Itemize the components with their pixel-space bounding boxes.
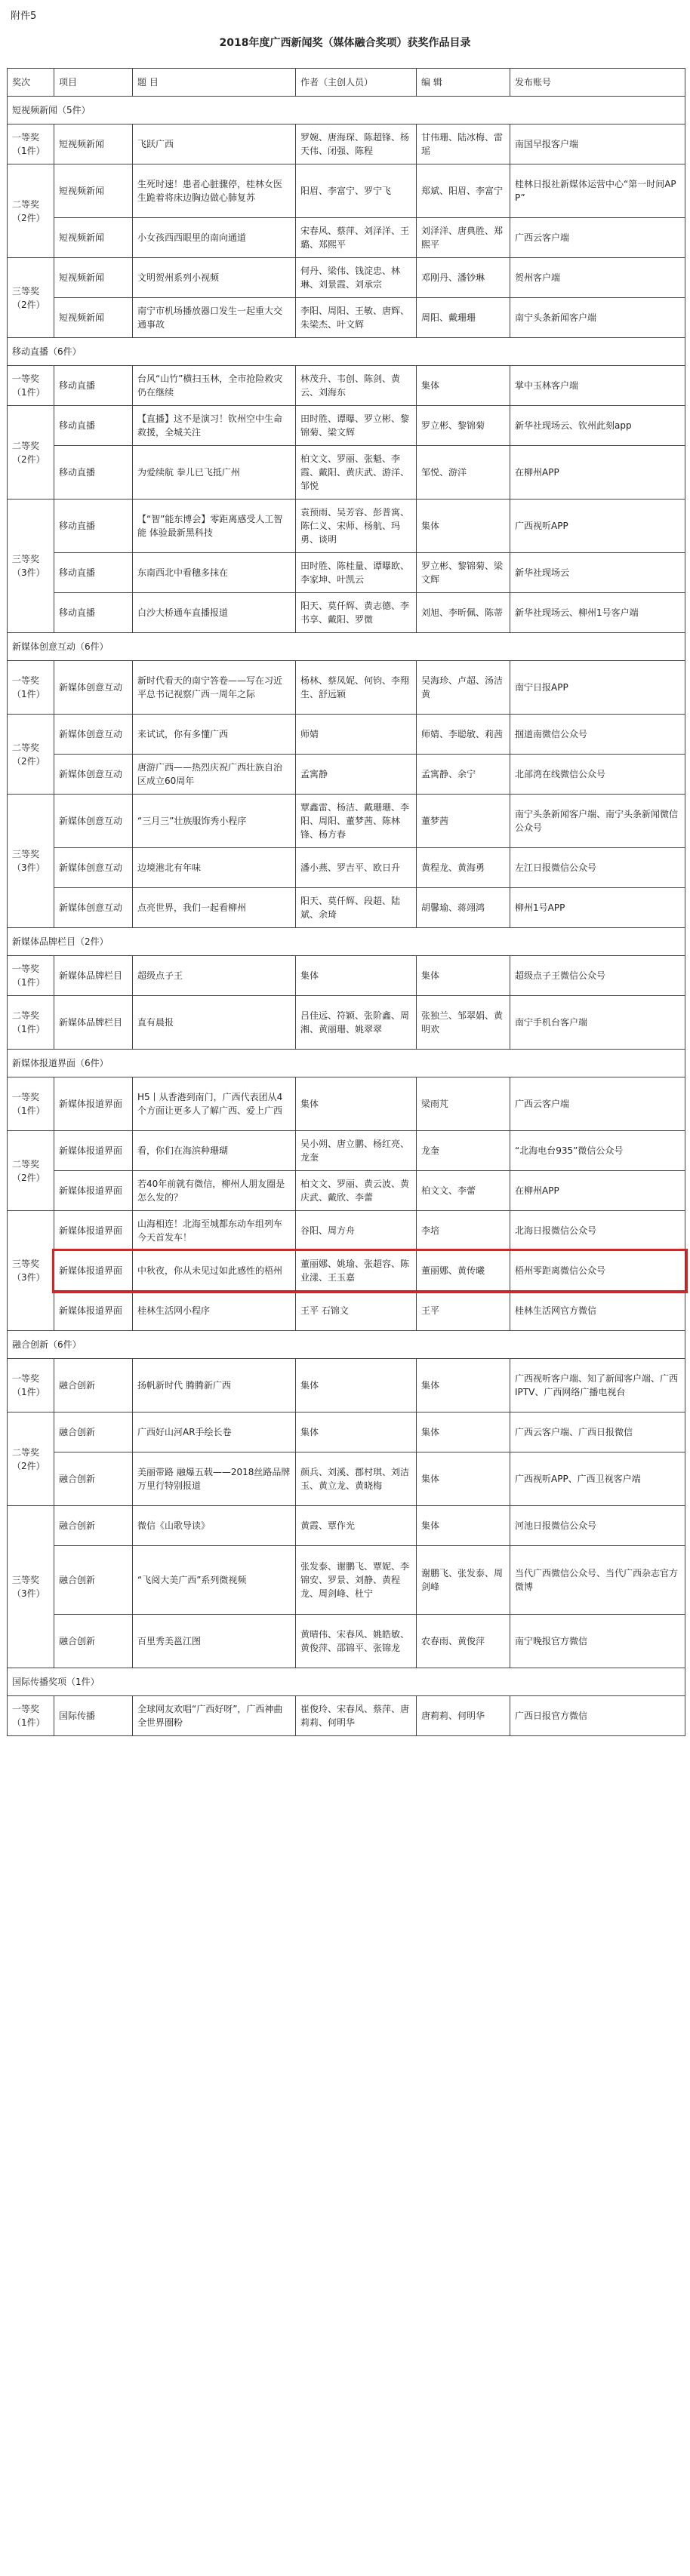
author-cell: 谷阳、周方舟	[296, 1211, 417, 1251]
category-row	[8, 338, 685, 366]
account-cell: 柳州1号APP	[510, 888, 685, 928]
award-level: 二等奖（2件）	[8, 1412, 54, 1506]
header-title: 题 目	[133, 69, 296, 97]
item-cell: 融合创新	[54, 1615, 133, 1668]
editor-cell: 刘旭、李昕佩、陈蒂	[417, 593, 510, 633]
table-row	[8, 1171, 685, 1211]
category-row	[8, 928, 685, 956]
title-cell: 边境港北有年味	[133, 848, 296, 888]
title-cell: 生死时速！患者心脏骤停，桂林女医生跪着将床边胸边做心肺复苏	[133, 164, 296, 218]
table-row	[8, 593, 685, 633]
attachment-label: 附件5	[11, 11, 37, 22]
item-cell: 融合创新	[54, 1412, 133, 1452]
award-level: 三等奖（3件）	[8, 795, 54, 928]
author-cell: 宋春风、蔡萍、刘泽洋、王璐、郑熙平	[296, 218, 417, 258]
title-cell: 百里秀美邕江图	[133, 1615, 296, 1668]
author-cell: 师婧	[296, 715, 417, 755]
account-cell: 南宁手机台客户端	[510, 996, 685, 1050]
author-cell: 田时胜、陈桂量、谭曝欧、李家坤、叶凯云	[296, 553, 417, 593]
editor-cell: 刘泽洋、唐典胜、郑熙平	[417, 218, 510, 258]
item-cell: 短视频新闻	[54, 124, 133, 164]
title-cell: 文明贺州系列小视频	[133, 258, 296, 298]
item-cell: 融合创新	[54, 1546, 133, 1615]
category-title: 新媒体报道界面（6件）	[8, 1050, 685, 1077]
item-cell: 新媒体品牌栏目	[54, 956, 133, 996]
award-level: 二等奖（2件）	[8, 1131, 54, 1211]
title-cell: 扬帆新时代 腾腾新广西	[133, 1359, 296, 1412]
author-cell: 罗婉、唐海琛、陈超锋、杨天伟、闭强、陈程	[296, 124, 417, 164]
category-row	[8, 1331, 685, 1359]
editor-cell: 王平	[417, 1291, 510, 1331]
account-cell: 北部湾在线微信公众号	[510, 755, 685, 795]
item-cell: 移动直播	[54, 553, 133, 593]
title-cell: 桂林生活网小程序	[133, 1291, 296, 1331]
account-cell: 在柳州APP	[510, 446, 685, 500]
author-cell: 李阳、周阳、王敏、唐辉、朱梁杰、叶文辉	[296, 298, 417, 338]
editor-cell: 孟寓静、余宁	[417, 755, 510, 795]
editor-cell: 吴海珍、卢超、汤洁黄	[417, 661, 510, 715]
table-row	[8, 1359, 685, 1412]
award-level: 二等奖（2件）	[8, 406, 54, 500]
award-level: 二等奖（2件）	[8, 715, 54, 795]
author-cell: 集体	[296, 1077, 417, 1131]
table-row	[8, 298, 685, 338]
account-cell: 贺州客户端	[510, 258, 685, 298]
author-cell: 田时胜、谭曝、罗立彬、黎锦菊、梁文辉	[296, 406, 417, 446]
title-cell: 中秋夜，你从未见过如此感性的梧州	[133, 1251, 296, 1291]
author-cell: 黄霞、覃作光	[296, 1506, 417, 1546]
category-title: 移动直播（6件）	[8, 338, 685, 366]
title-cell: 南宁市机场播放器口发生一起重大交通事故	[133, 298, 296, 338]
account-cell: 南宁头条新闻客户端	[510, 298, 685, 338]
title-cell: 飞跃广西	[133, 124, 296, 164]
item-cell: 短视频新闻	[54, 218, 133, 258]
item-cell: 新媒体品牌栏目	[54, 996, 133, 1050]
award-level: 三等奖（3件）	[8, 1506, 54, 1668]
title-cell: 唐游广西——热烈庆祝广西壮族自治区成立60周年	[133, 755, 296, 795]
category-row	[8, 633, 685, 661]
account-cell: 广西云客户端、广西日报微信	[510, 1412, 685, 1452]
editor-cell: 罗立彬、黎锦菊、梁文辉	[417, 553, 510, 593]
table-row	[8, 1615, 685, 1668]
account-cell: 桂林生活网官方微信	[510, 1291, 685, 1331]
award-level: 二等奖（2件）	[8, 164, 54, 258]
item-cell: 国际传播	[54, 1696, 133, 1736]
title-cell: 若40年前就有微信，柳州人朋友圈是怎么发的？	[133, 1171, 296, 1211]
item-cell: 移动直播	[54, 366, 133, 406]
item-cell: 移动直播	[54, 446, 133, 500]
editor-cell: 李培	[417, 1211, 510, 1251]
title-cell: 【“智”能东博会】零距离感受人工智能 体验最新黑科技	[133, 500, 296, 553]
title-cell: 超级点子王	[133, 956, 296, 996]
author-cell: 林茂升、韦创、陈剑、黄云、刘海东	[296, 366, 417, 406]
item-cell: 新媒体创意互动	[54, 755, 133, 795]
account-cell: 南宁晚报官方微信	[510, 1615, 685, 1668]
item-cell: 短视频新闻	[54, 298, 133, 338]
editor-cell: 谢鹏飞、张发泰、周剑峰	[417, 1546, 510, 1615]
table-row	[8, 366, 685, 406]
title-cell: 【直播】这不是演习！钦州空中生命救援，全城关注	[133, 406, 296, 446]
author-cell: 柏文文、罗丽、黄云波、黄庆武、戴欣、李蕾	[296, 1171, 417, 1211]
account-cell: 南宁头条新闻客户端、南宁头条新闻微信公众号	[510, 795, 685, 848]
item-cell: 融合创新	[54, 1359, 133, 1412]
table-row	[8, 1251, 685, 1291]
editor-cell: 董丽娜、黄传曦	[417, 1251, 510, 1291]
editor-cell: 唐莉莉、何明华	[417, 1696, 510, 1736]
account-cell: 广西云客户端	[510, 1077, 685, 1131]
author-cell: 何丹、梁伟、钱淀忠、林琳、刘景霞、刘承宗	[296, 258, 417, 298]
editor-cell: 柏文文、李蕾	[417, 1171, 510, 1211]
editor-cell: 张独兰、邹翠娟、黄明欢	[417, 996, 510, 1050]
author-cell: 阳天、莫仟辉、段超、陆斌、余琦	[296, 888, 417, 928]
table-row	[8, 406, 685, 446]
item-cell: 新媒体报道界面	[54, 1171, 133, 1211]
editor-cell: 集体	[417, 1359, 510, 1412]
author-cell: 集体	[296, 956, 417, 996]
account-cell: 河池日报微信公众号	[510, 1506, 685, 1546]
table-row	[8, 553, 685, 593]
account-cell: “北海电台935”微信公众号	[510, 1131, 685, 1171]
item-cell: 新媒体报道界面	[54, 1291, 133, 1331]
awards-table-body	[8, 97, 685, 1736]
category-title: 融合创新（6件）	[8, 1331, 685, 1359]
title-cell: 微信《山歌导读》	[133, 1506, 296, 1546]
item-cell: 移动直播	[54, 500, 133, 553]
category-title: 新媒体品牌栏目（2件）	[8, 928, 685, 956]
table-header-row	[8, 69, 685, 97]
author-cell: 集体	[296, 1412, 417, 1452]
editor-cell: 师婧、李聪敏、莉茜	[417, 715, 510, 755]
author-cell: 集体	[296, 1359, 417, 1412]
table-row	[8, 996, 685, 1050]
table-row	[8, 164, 685, 218]
author-cell: 袁预雨、吴芳容、彭普寓、陈仁义、宋师、杨航、玛勇、谈明	[296, 500, 417, 553]
title-cell: 直有晨报	[133, 996, 296, 1050]
item-cell: 新媒体创意互动	[54, 795, 133, 848]
editor-cell: 郑斌、阳眉、李富宁	[417, 164, 510, 218]
award-level: 一等奖（1件）	[8, 956, 54, 996]
author-cell: 潘小燕、罗吉平、欧日升	[296, 848, 417, 888]
table-row	[8, 1131, 685, 1171]
header-item: 项目	[54, 69, 133, 97]
header-level: 奖次	[8, 69, 54, 97]
account-cell: 新华社现场云、钦州此刻app	[510, 406, 685, 446]
table-row	[8, 1291, 685, 1331]
table-row	[8, 956, 685, 996]
title-cell: “飞阅大美广西”系列微视频	[133, 1546, 296, 1615]
title-cell: 山海相连！北海至城都东动车组列车今天首发车！	[133, 1211, 296, 1251]
title-cell: 全球网友欢唱“广西好呀”，广西神曲全世界圈粉	[133, 1696, 296, 1736]
header-editor: 编 辑	[417, 69, 510, 97]
title-cell: H5丨从香港到南门，广西代表团从4个方面让更多人了解广西、爱上广西	[133, 1077, 296, 1131]
table-row	[8, 124, 685, 164]
author-cell: 杨林、蔡凤妮、何钧、李翔生、舒远颖	[296, 661, 417, 715]
editor-cell: 梁雨芃	[417, 1077, 510, 1131]
editor-cell: 集体	[417, 500, 510, 553]
category-row	[8, 1050, 685, 1077]
table-row	[8, 795, 685, 848]
table-row	[8, 1696, 685, 1736]
table-row	[8, 446, 685, 500]
editor-cell: 邓刚丹、潘钞琳	[417, 258, 510, 298]
editor-cell: 集体	[417, 1412, 510, 1452]
editor-cell: 甘伟珊、陆冰梅、雷瑶	[417, 124, 510, 164]
table-row	[8, 1546, 685, 1615]
title-cell: 广西好山河AR手绘长卷	[133, 1412, 296, 1452]
title-cell: “三月三”壮族服饰秀小程序	[133, 795, 296, 848]
award-level: 一等奖（1件）	[8, 1077, 54, 1131]
award-level: 一等奖（1件）	[8, 661, 54, 715]
table-row	[8, 755, 685, 795]
author-cell: 阳眉、李富宁、罗宁飞	[296, 164, 417, 218]
editor-cell: 董梦茜	[417, 795, 510, 848]
account-cell: 在柳州APP	[510, 1171, 685, 1211]
author-cell: 颜兵、刘溪、郡村琪、刘洁玉、黄立龙、黄晓梅	[296, 1452, 417, 1506]
item-cell: 融合创新	[54, 1452, 133, 1506]
table-row	[8, 888, 685, 928]
title-cell: 美丽带路 融爆五载——2018丝路品牌万里行特别报道	[133, 1452, 296, 1506]
award-level: 一等奖（1件）	[8, 1696, 54, 1736]
editor-cell: 农春雨、黄俊萍	[417, 1615, 510, 1668]
item-cell: 移动直播	[54, 406, 133, 446]
account-cell: 掴道南微信公众号	[510, 715, 685, 755]
author-cell: 阳天、莫仟辉、黄志德、李书享、戴阳、罗微	[296, 593, 417, 633]
editor-cell: 集体	[417, 1506, 510, 1546]
award-level: 一等奖（1件）	[8, 366, 54, 406]
editor-cell: 邹悦、游洋	[417, 446, 510, 500]
table-row	[8, 661, 685, 715]
document-title: 2018年度广西新闻奖（媒体融合奖项）获奖作品目录	[219, 37, 471, 49]
item-cell: 新媒体创意互动	[54, 888, 133, 928]
header-account: 发布账号	[510, 69, 685, 97]
account-cell: 广西视听APP	[510, 500, 685, 553]
editor-cell: 胡馨瑜、蒋翊鸿	[417, 888, 510, 928]
item-cell: 新媒体创意互动	[54, 715, 133, 755]
account-cell: 广西云客户端	[510, 218, 685, 258]
editor-cell: 集体	[417, 1452, 510, 1506]
table-row	[8, 1452, 685, 1506]
author-cell: 吴小朔、唐立鹏、杨红亮、龙奎	[296, 1131, 417, 1171]
table-row	[8, 218, 685, 258]
item-cell: 融合创新	[54, 1506, 133, 1546]
account-cell: 桂林日报社新媒体运营中心“第一时间APP”	[510, 164, 685, 218]
account-cell: 梧州零距离微信公众号	[510, 1251, 685, 1291]
author-cell: 黄晴伟、宋春风、姚皓敏、黄俊萍、邵锦平、张锦龙	[296, 1615, 417, 1668]
title-cell: 台风“山竹”横扫玉林，全市抢险救灾仍在继续	[133, 366, 296, 406]
account-cell: 左江日报微信公众号	[510, 848, 685, 888]
title-cell: 新时代看天的南宁答卷——写在习近平总书记视察广西一周年之际	[133, 661, 296, 715]
item-cell: 新媒体报道界面	[54, 1251, 133, 1291]
editor-cell: 周阳、戴珊珊	[417, 298, 510, 338]
item-cell: 新媒体报道界面	[54, 1211, 133, 1251]
table-row	[8, 1412, 685, 1452]
title-cell: 看，你们在海滨种珊瑚	[133, 1131, 296, 1171]
category-title: 新媒体创意互动（6件）	[8, 633, 685, 661]
award-level: 一等奖（1件）	[8, 124, 54, 164]
account-cell: 当代广西微信公众号、当代广西杂志官方微博	[510, 1546, 685, 1615]
title-cell: 为爱续航 拳儿已飞抵广州	[133, 446, 296, 500]
award-level: 三等奖（3件）	[8, 500, 54, 633]
item-cell: 移动直播	[54, 593, 133, 633]
account-cell: 掌中玉林客户端	[510, 366, 685, 406]
award-level: 二等奖（1件）	[8, 996, 54, 1050]
item-cell: 新媒体创意互动	[54, 661, 133, 715]
author-cell: 覃鑫雷、杨洁、戴珊珊、李阳、周阳、董梦茜、陈林锋、杨方春	[296, 795, 417, 848]
title-cell: 来试试，你有多懂广西	[133, 715, 296, 755]
editor-cell: 龙奎	[417, 1131, 510, 1171]
editor-cell: 集体	[417, 956, 510, 996]
item-cell: 新媒体创意互动	[54, 848, 133, 888]
award-level: 三等奖（3件）	[8, 1211, 54, 1331]
account-cell: 南宁日报APP	[510, 661, 685, 715]
table-row	[8, 848, 685, 888]
table-row	[8, 500, 685, 553]
awards-table	[7, 68, 685, 1736]
author-cell: 吕佳远、符颖、张阶鑫、周湘、黄丽珊、姚翠翠	[296, 996, 417, 1050]
editor-cell: 罗立彬、黎锦菊	[417, 406, 510, 446]
award-level: 一等奖（1件）	[8, 1359, 54, 1412]
author-cell: 王平 石锦文	[296, 1291, 417, 1331]
author-cell: 崔俊玲、宋春风、蔡萍、唐莉莉、何明华	[296, 1696, 417, 1736]
category-title: 国际传播奖项（1件）	[8, 1668, 685, 1696]
account-cell: 北海日报微信公众号	[510, 1211, 685, 1251]
category-title: 短视频新闻（5件）	[8, 97, 685, 124]
award-level: 三等奖（2件）	[8, 258, 54, 338]
author-cell: 董丽娜、姚瑜、张超容、陈业漾、王玉嘉	[296, 1251, 417, 1291]
author-cell: 柏文文、罗丽、张魁、李霞、戴阳、黄庆武、游洋、邹悦	[296, 446, 417, 500]
category-row	[8, 97, 685, 124]
account-cell: 新华社现场云	[510, 553, 685, 593]
item-cell: 新媒体报道界面	[54, 1077, 133, 1131]
item-cell: 新媒体报道界面	[54, 1131, 133, 1171]
title-cell: 东南西北中看穗多抹在	[133, 553, 296, 593]
editor-cell: 集体	[417, 366, 510, 406]
category-row	[8, 1668, 685, 1696]
account-cell: 南国早报客户端	[510, 124, 685, 164]
account-cell: 广西日报官方微信	[510, 1696, 685, 1736]
author-cell: 张发泰、谢鹏飞、覃妮、李锦安、罗景、刘静、黄程龙、周剑峰、杜宁	[296, 1546, 417, 1615]
account-cell: 广西视听APP、广西卫视客户端	[510, 1452, 685, 1506]
item-cell: 短视频新闻	[54, 164, 133, 218]
account-cell: 新华社现场云、柳州1号客户端	[510, 593, 685, 633]
table-row	[8, 258, 685, 298]
author-cell: 孟寓静	[296, 755, 417, 795]
item-cell: 短视频新闻	[54, 258, 133, 298]
editor-cell: 黄程龙、黄海勇	[417, 848, 510, 888]
account-cell: 广西视听客户端、知了新闻客户端、广西IPTV、广西网络广播电视台	[510, 1359, 685, 1412]
table-row	[8, 1077, 685, 1131]
title-cell: 点亮世界，我们一起看柳州	[133, 888, 296, 928]
table-row	[8, 1506, 685, 1546]
title-cell: 白沙大桥通车直播报道	[133, 593, 296, 633]
title-cell: 小女孩西西眼里的南向通道	[133, 218, 296, 258]
header-author: 作者（主创人员）	[296, 69, 417, 97]
table-row	[8, 715, 685, 755]
table-row	[8, 1211, 685, 1251]
account-cell: 超级点子王微信公众号	[510, 956, 685, 996]
